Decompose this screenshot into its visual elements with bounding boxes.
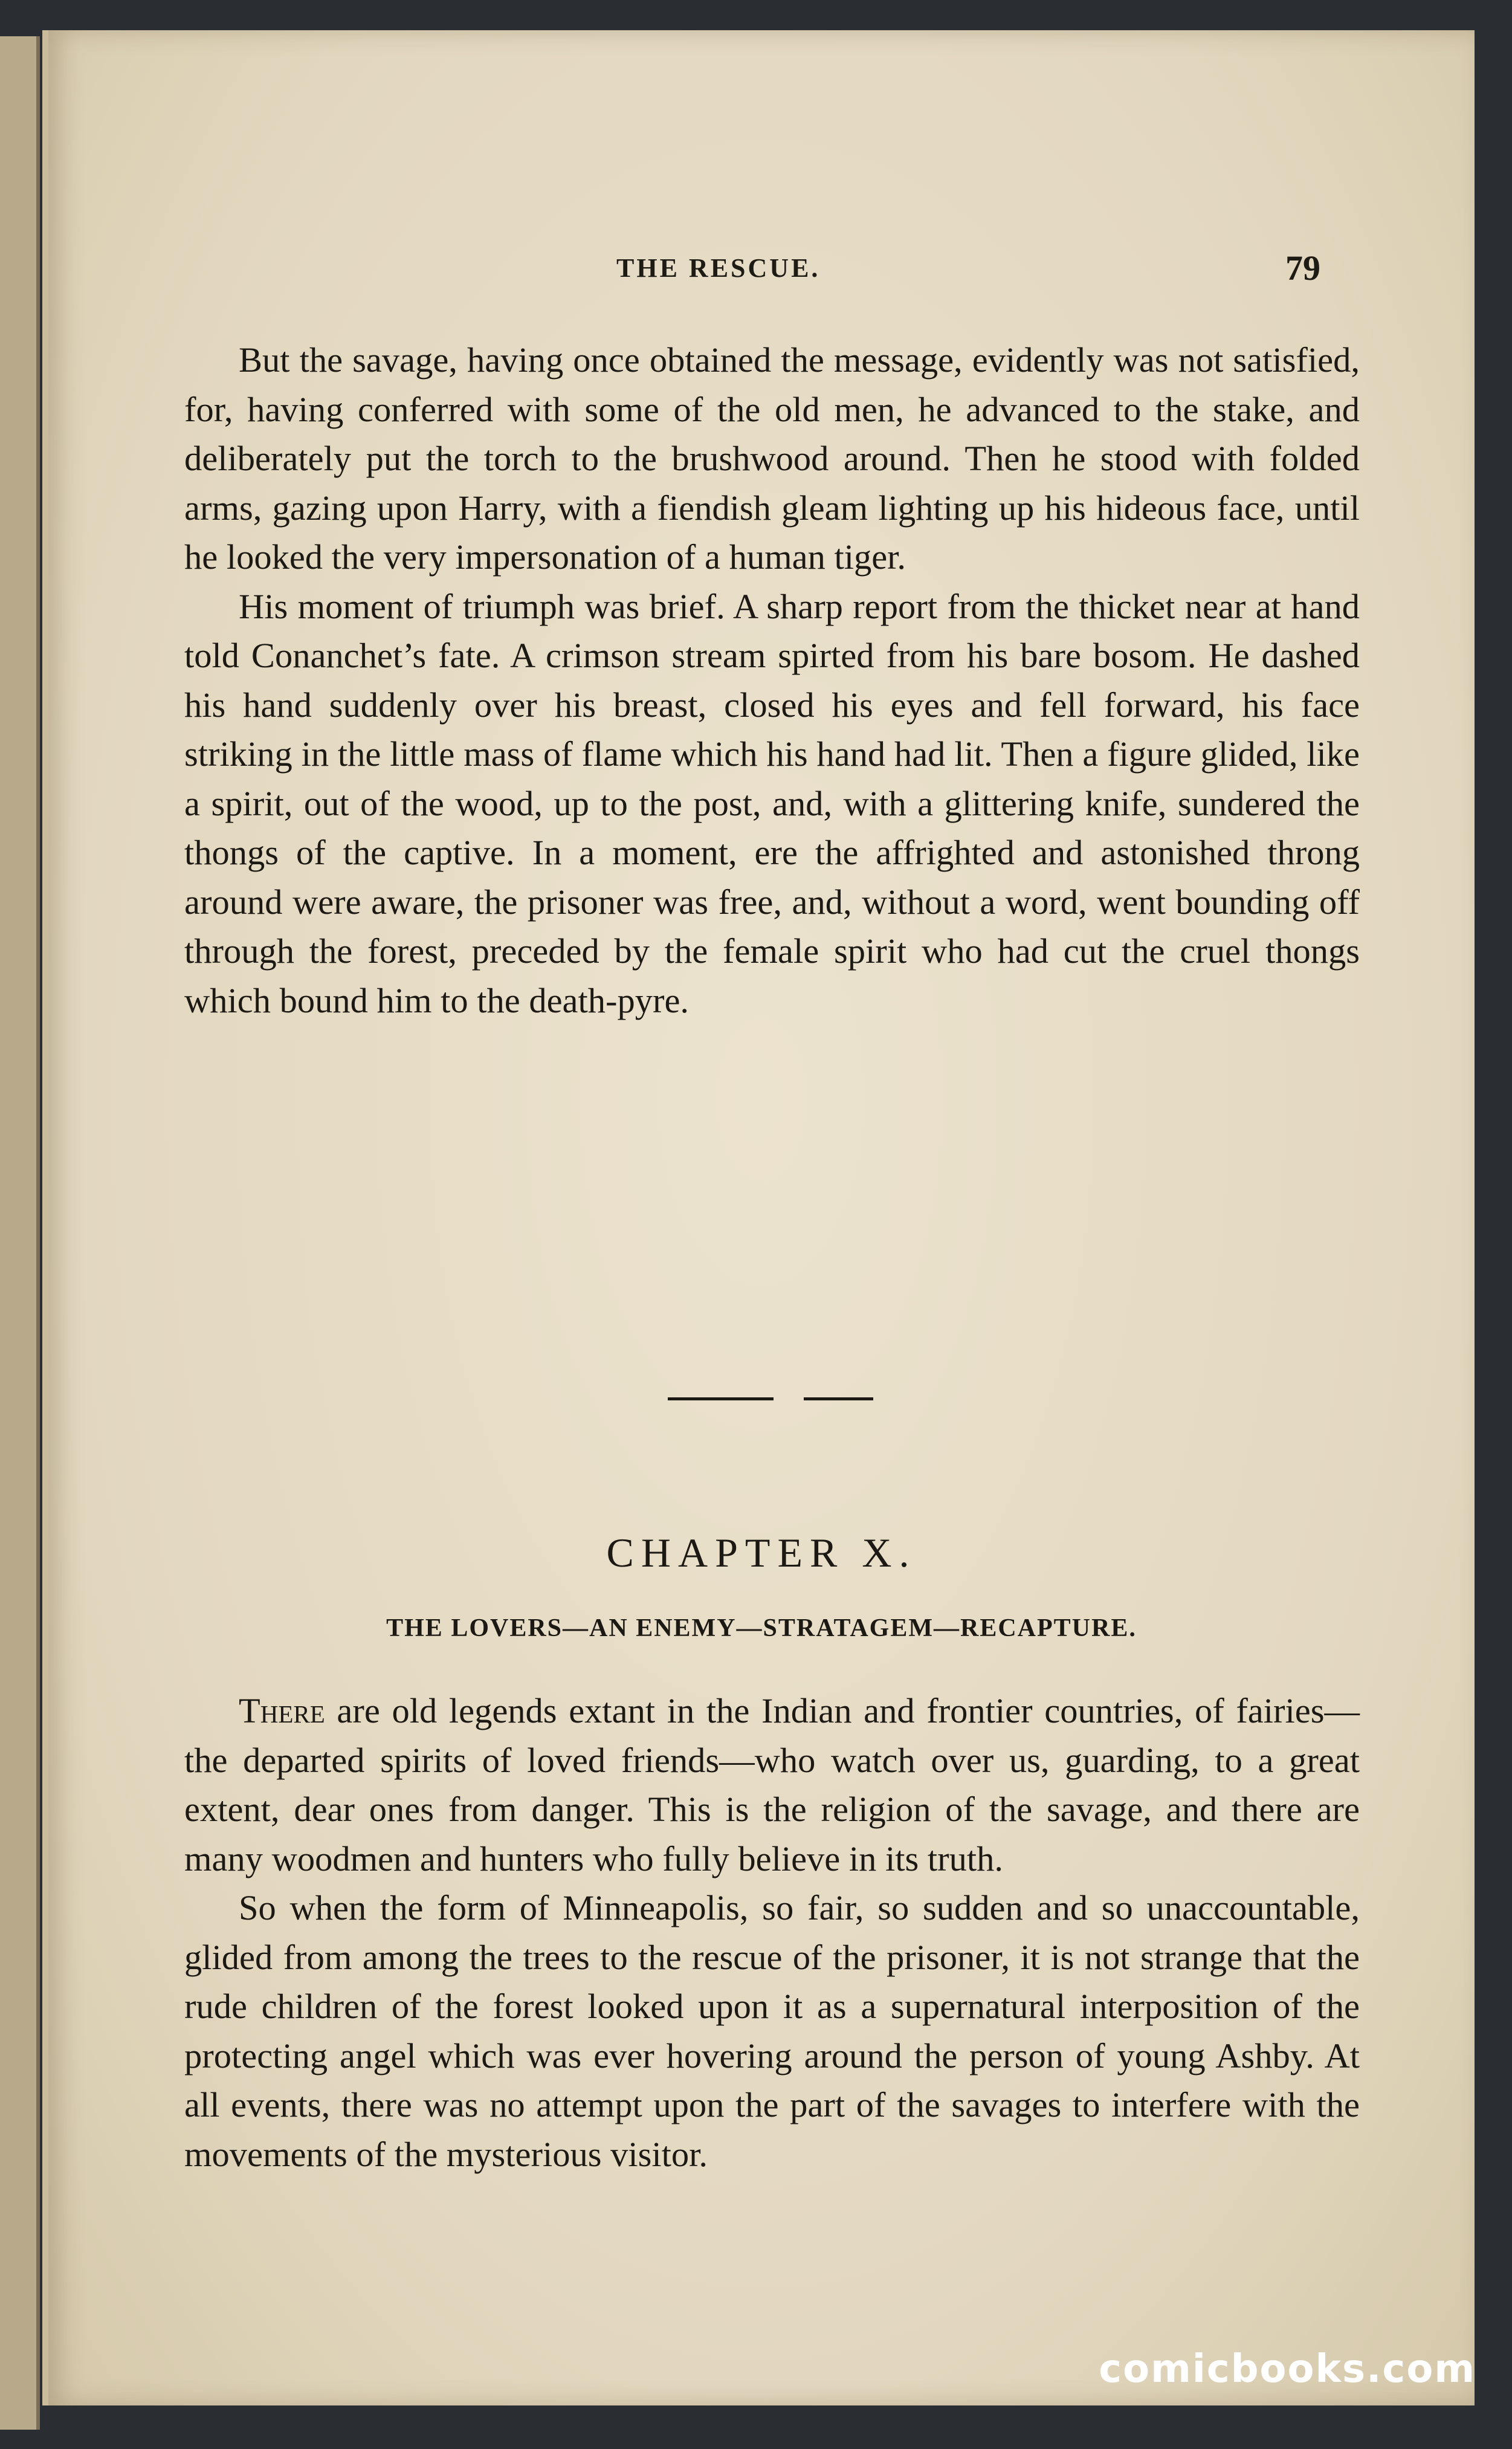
book-spine-edge — [0, 36, 40, 2430]
rescue-text — [184, 335, 1360, 1025]
paragraph: But the savage, having once obtained the message, evidently was not satisfied, for, having conferred with some of the old men, he advanced to the stake, and deliberately put the torch to the brushwood around. Then he stood with folded arms, gazing upon Harry, with a fiendish gleam lighting up his hideous face, until he looked the very impersonation of a human tiger. — [184, 340, 1360, 577]
section-break-rule — [668, 1397, 873, 1402]
paragraph — [184, 1686, 1360, 1883]
running-head — [48, 248, 1475, 290]
paragraph: His moment of triumph was brief. A sharp report from the thicket near at hand told Conanchet’s fate. A crimson stream spirted from his bare bosom. He dashed his hand suddenly over his breast, closed his eyes and fell forward, his face striking in the little mass of flame which his hand had lit. Then a figure glided, like a spirit, out of the wood, up to the post, and, with a glittering knife, sundered the thongs of the captive. In a moment, ere the affrighted and astonished throng around were aware, the prisoner was free, and, without a word, went bounding off through the forest, preceded by the female spirit who had cut the cruel thongs which bound him to the death-pyre. — [184, 586, 1360, 1020]
rule-segment — [804, 1397, 873, 1400]
paragraph: So when the form of Minneapolis, so fair, so sudden and so unaccountable, glided from among the trees to the rescue of the prisoner, it is not strange that the rude children of the forest looked upon it as a supernatural interposition of the protecting angel which was ever hovering around the person of young Ashby. At all events, there was no attempt upon the part of the savages to interfere with the movements of the mysterious visitor. — [184, 1888, 1360, 2174]
page-number: 79 — [1285, 248, 1320, 288]
running-title: THE RESCUE. — [616, 253, 821, 283]
chapter-title: CHAPTER X. — [606, 1530, 917, 1576]
watermark: comicbooks.com — [1099, 2347, 1476, 2392]
chapter-text — [184, 1686, 1360, 2179]
rule-segment — [668, 1397, 774, 1400]
drop-word: There — [239, 1691, 325, 1730]
chapter-subtitle: THE LOVERS—AN ENEMY—STRATAGEM—RECAPTURE. — [386, 1614, 1137, 1642]
book-page — [42, 30, 1475, 2405]
paragraph-rest: are old legends extant in the Indian and frontier countries, of fairies—the departed spirits of loved friends—who watch over us, guarding, to a great extent, dear ones from danger. This is the religion of the savage, and there are many woodmen and hunters who fully believe in its truth. — [184, 1691, 1360, 1878]
